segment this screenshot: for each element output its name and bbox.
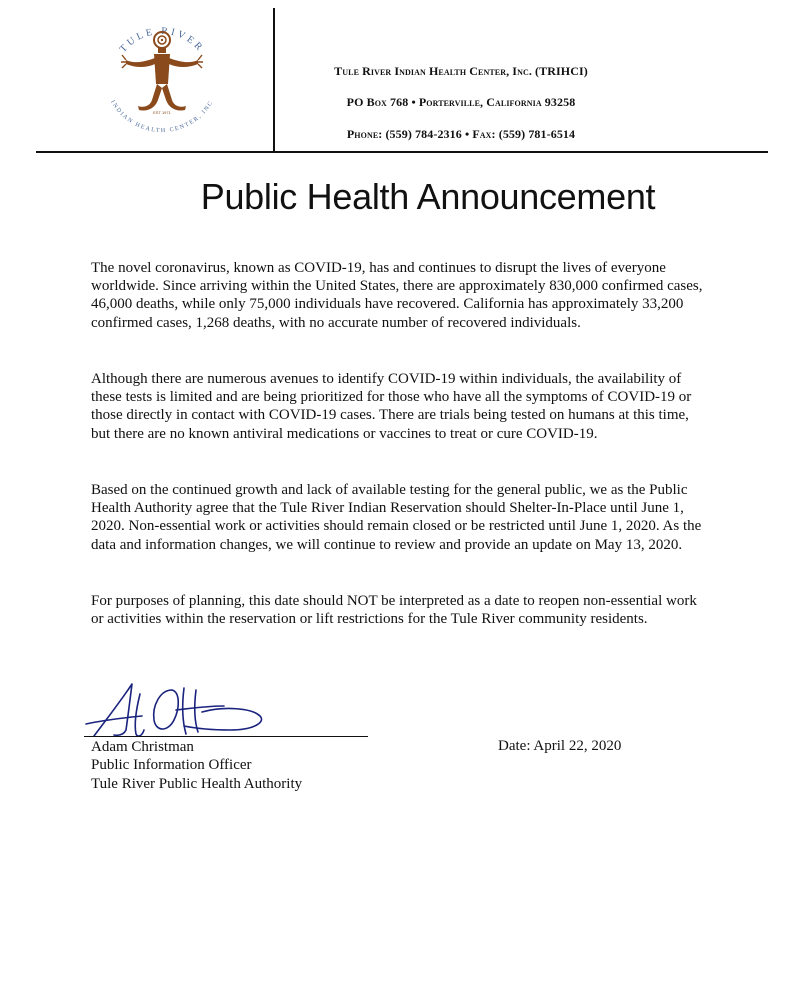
paragraph-4: For purposes of planning, this date should NOT be interpreted as a date to reopen non-essential work or activities within the reservation or lift restrictions for the Tule River community residents. xyxy=(91,593,697,628)
logo-ring-text-bottom: INDIAN HEALTH CENTER, INC xyxy=(109,99,215,135)
org-contact: Phone: (559) 784-2316 • Fax: (559) 781-6514 xyxy=(346,127,576,141)
signature-line xyxy=(84,736,368,737)
signer-title: Public Information Officer xyxy=(91,757,252,773)
organization-logo xyxy=(92,14,232,144)
signer-organization: Tule River Public Health Authority xyxy=(91,776,303,792)
logo-small-text: EST 1971 xyxy=(153,110,171,115)
org-address: PO Box 768 • Porterville, California 93258 xyxy=(346,95,576,109)
header-vertical-divider xyxy=(273,8,275,152)
handwritten-signature xyxy=(84,680,274,740)
announcement-date: Date: April 22, 2020 xyxy=(498,738,622,754)
paragraph-3: Based on the continued growth and lack of available testing for the general public, we as the Public Health Authority agree that the Tule River Indian Reservation should Shelter-In-Place until June 1, 2020. Non-essential work or activities should remain closed or be restricted until June 1, 2020. As the data and information changes, we will continue to review and provide an update on May 13, 2020. xyxy=(91,482,702,553)
signer-name: Adam Christman xyxy=(91,739,194,755)
org-name: Tule River Indian Health Center, Inc. (TRIHCI) xyxy=(334,64,588,78)
header-horizontal-rule xyxy=(36,151,768,153)
paragraph-1: The novel coronavirus, known as COVID-19, has and continues to disrupt the lives of everyone worldwide. Since arriving within the United States, there are approximately 830,000 confirmed cases, 46,000 deaths, while only 75,000 individuals have recovered. California has approximately 33,200 confirmed cases, 1,268 deaths, with no accurate number of recovered individuals. xyxy=(91,260,703,331)
page-title: Public Health Announcement xyxy=(200,176,656,217)
paragraph-2: Although there are numerous avenues to identify COVID-19 within individuals, the availability of these tests is limited and are being prioritized for those who have all the symptoms of COVID-19 or those directly in contact with COVID-19 cases. There are trials being tested on humans at this time, but there are no known antiviral medications or vaccines to treat or cure COVID-19. xyxy=(91,371,692,442)
logo-ring-text-top: TULE RIVER xyxy=(117,25,207,55)
